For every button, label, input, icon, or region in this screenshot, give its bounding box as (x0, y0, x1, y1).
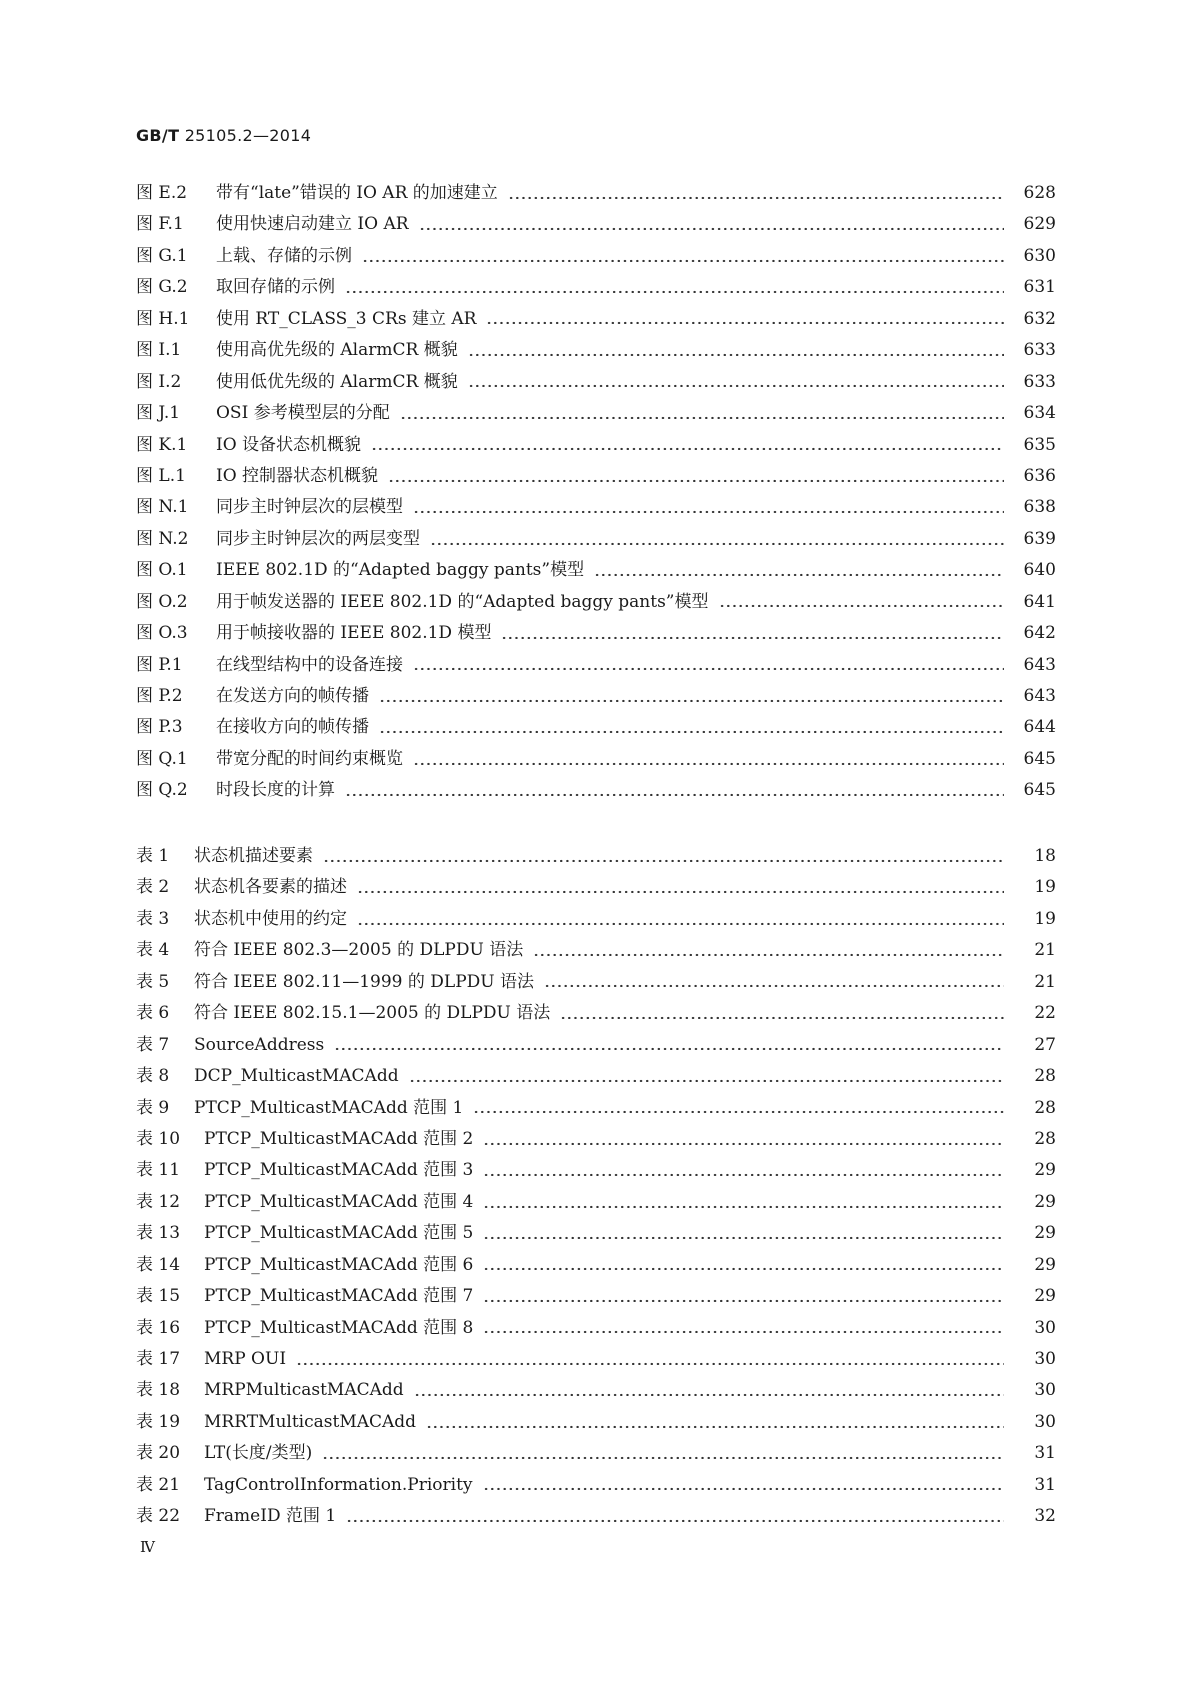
entry-number: 表 6 (136, 1003, 170, 1024)
entry-label (136, 1155, 473, 1180)
entry-number: 表 15 (136, 1286, 181, 1307)
dot-leader (594, 566, 1004, 576)
entry-title: 符合 IEEE 802.15.1—2005 的 DLPDU 语法 (194, 1003, 551, 1024)
entry-title: 使用快速启动建立 IO AR (216, 214, 409, 235)
dot-leader (379, 692, 1004, 702)
entry-label (136, 272, 335, 297)
entry-number: 图 O.3 (136, 623, 188, 644)
dot-leader (483, 1166, 1004, 1176)
entry-title: OSI 参考模型层的分配 (216, 403, 390, 424)
entry-label (136, 712, 369, 737)
dot-leader (508, 189, 1004, 199)
entry-number: 图 F.1 (136, 214, 184, 235)
figure-entry[interactable] (136, 304, 1056, 335)
figure-entry[interactable] (136, 398, 1056, 429)
entry-title: DCP_MulticastMACAdd (194, 1066, 399, 1087)
table-entry[interactable] (136, 935, 1056, 966)
entry-page-number: 633 (1023, 340, 1056, 361)
standard-prefix: GB/T (136, 126, 180, 145)
entry-label (136, 967, 534, 992)
entry-page-number: 31 (1034, 1443, 1056, 1464)
entry-page-number: 633 (1023, 371, 1056, 392)
entry-label (136, 241, 352, 266)
table-list (136, 841, 1056, 1533)
entry-number: 图 P.1 (136, 654, 183, 675)
entry-label (136, 1375, 404, 1400)
entry-title: 时段长度的计算 (216, 780, 335, 801)
entry-title: IEEE 802.1D 的“Adapted baggy pants”模型 (216, 560, 585, 581)
table-entry[interactable] (136, 1501, 1056, 1532)
table-entry[interactable] (136, 1155, 1056, 1186)
entry-label (136, 1313, 473, 1338)
figure-entry[interactable] (136, 712, 1056, 743)
entry-number: 图 O.2 (136, 591, 188, 612)
entry-page-number: 30 (1034, 1411, 1056, 1432)
entry-number: 图 O.1 (136, 560, 188, 581)
entry-label (136, 1344, 286, 1369)
entry-label (136, 1093, 463, 1118)
figure-entry[interactable] (136, 524, 1056, 555)
entry-label (136, 461, 378, 486)
entry-number: 表 9 (136, 1097, 170, 1118)
entry-number: 图 K.1 (136, 434, 188, 455)
entry-page-number: 30 (1034, 1380, 1056, 1401)
entry-number: 图 J.1 (136, 403, 181, 424)
entry-label (136, 430, 361, 455)
dot-leader (357, 883, 1004, 893)
entry-page-number: 19 (1034, 877, 1056, 898)
dot-leader (483, 1135, 1004, 1145)
entry-label (136, 555, 584, 580)
dot-leader (400, 409, 1004, 419)
entry-title: PTCP_MulticastMACAdd 范围 2 (204, 1128, 474, 1149)
entry-title: 在发送方向的帧传播 (216, 686, 369, 706)
dot-leader (468, 346, 1004, 356)
entry-page-number: 629 (1023, 214, 1056, 235)
dot-leader (322, 1449, 1004, 1459)
entry-page-number: 645 (1023, 748, 1056, 769)
figure-entry[interactable] (136, 461, 1056, 492)
entry-title: PTCP_MulticastMACAdd 范围 3 (204, 1160, 474, 1181)
dot-leader (413, 503, 1004, 513)
entry-page-number: 632 (1023, 308, 1056, 329)
entry-label (136, 1250, 473, 1275)
entry-number: 图 I.2 (136, 371, 182, 392)
table-entry[interactable] (136, 1093, 1056, 1124)
dot-leader (334, 1040, 1004, 1050)
dot-leader (483, 1229, 1004, 1239)
dot-leader (414, 1386, 1004, 1396)
entry-number: 图 I.1 (136, 340, 182, 361)
entry-label (136, 618, 491, 643)
entry-label (136, 398, 390, 423)
dot-leader (371, 440, 1004, 450)
dot-leader (413, 660, 1004, 670)
entry-title: 带有“late”错误的 IO AR 的加速建立 (216, 183, 498, 203)
table-entry[interactable] (136, 1061, 1056, 1092)
dot-leader (719, 597, 1004, 607)
table-entry[interactable] (136, 1470, 1056, 1501)
entry-title: IO 控制器状态机概貌 (216, 465, 379, 486)
entry-title: 用于帧接收器的 IEEE 802.1D 模型 (216, 623, 492, 644)
entry-title: PTCP_MulticastMACAdd 范围 6 (204, 1254, 474, 1275)
dot-leader (413, 755, 1004, 765)
dot-leader (426, 1418, 1004, 1428)
entry-page-number: 29 (1034, 1254, 1056, 1275)
table-entry[interactable] (136, 1407, 1056, 1438)
dot-leader (468, 377, 1004, 387)
entry-label (136, 904, 347, 929)
entry-number: 图 G.1 (136, 245, 188, 266)
figure-entry[interactable] (136, 744, 1056, 775)
dot-leader (501, 629, 1004, 639)
entry-label (136, 587, 709, 612)
entry-page-number: 644 (1023, 717, 1056, 738)
entry-page-number: 642 (1023, 623, 1056, 644)
entry-number: 图 N.2 (136, 528, 189, 549)
figure-entry[interactable] (136, 241, 1056, 272)
entry-label (136, 998, 550, 1023)
entry-number: 表 17 (136, 1349, 181, 1369)
entry-number: 图 Q.1 (136, 748, 188, 769)
entry-page-number: 638 (1023, 497, 1056, 518)
dot-leader (362, 252, 1004, 262)
entry-number: 图 P.3 (136, 717, 183, 738)
entry-title: PTCP_MulticastMACAdd 范围 4 (204, 1191, 474, 1212)
entry-number: 表 18 (136, 1380, 181, 1401)
entry-number: 表 3 (136, 908, 170, 929)
entry-number: 表 2 (136, 877, 170, 898)
entry-title: 用于帧发送器的 IEEE 802.1D 的“Adapted baggy pants”模型 (216, 591, 709, 612)
entry-page-number: 30 (1034, 1349, 1056, 1369)
dot-leader (473, 1103, 1004, 1113)
dot-leader (483, 1260, 1004, 1270)
entry-page-number: 630 (1023, 245, 1056, 266)
entry-title: PTCP_MulticastMACAdd 范围 7 (204, 1286, 474, 1307)
entry-number: 表 7 (136, 1034, 170, 1055)
entry-label (136, 775, 335, 800)
entry-title: LT(长度/类型) (204, 1443, 313, 1464)
entry-number: 图 E.2 (136, 183, 188, 203)
entry-page-number: 27 (1034, 1034, 1056, 1055)
entry-label (136, 841, 313, 866)
entry-number: 表 4 (136, 940, 170, 961)
table-entry[interactable] (136, 1218, 1056, 1249)
dot-leader (409, 1072, 1004, 1082)
entry-number: 表 12 (136, 1191, 181, 1212)
entry-title: MRPMulticastMACAdd (204, 1380, 404, 1401)
entry-number: 表 10 (136, 1128, 181, 1149)
table-entry[interactable] (136, 998, 1056, 1029)
entry-title: TagControlInformation.Priority (204, 1474, 473, 1495)
table-entry[interactable] (136, 1344, 1056, 1375)
entry-page-number: 22 (1034, 1003, 1056, 1024)
dot-leader (357, 915, 1004, 925)
table-entry[interactable] (136, 1187, 1056, 1218)
entry-number: 表 21 (136, 1474, 181, 1495)
table-entry[interactable] (136, 1438, 1056, 1469)
entry-page-number: 635 (1023, 434, 1056, 455)
dot-leader (483, 1198, 1004, 1208)
entry-page-number: 19 (1034, 908, 1056, 929)
entry-number: 表 1 (136, 846, 170, 866)
entry-number: 图 H.1 (136, 308, 190, 329)
entry-label (136, 1281, 473, 1306)
entry-page-number: 28 (1034, 1128, 1056, 1149)
entry-number: 图 P.2 (136, 686, 183, 706)
entry-page-number: 643 (1023, 686, 1056, 706)
table-entry[interactable] (136, 1281, 1056, 1312)
table-entry[interactable] (136, 841, 1056, 872)
entry-number: 表 8 (136, 1066, 170, 1087)
entry-page-number: 631 (1023, 277, 1056, 298)
entry-page-number: 29 (1034, 1191, 1056, 1212)
entry-label (136, 744, 403, 769)
figure-entry[interactable] (136, 367, 1056, 398)
entry-page-number: 636 (1023, 465, 1056, 486)
entry-title: FrameID 范围 1 (204, 1506, 337, 1527)
entry-page-number: 28 (1034, 1097, 1056, 1118)
dot-leader (533, 946, 1004, 956)
table-entry[interactable] (136, 904, 1056, 935)
entry-title: 状态机各要素的描述 (194, 877, 347, 898)
entry-title: 取回存储的示例 (216, 277, 335, 298)
entry-number: 图 L.1 (136, 465, 186, 486)
figure-entry[interactable] (136, 681, 1056, 712)
dot-leader (346, 1512, 1004, 1522)
entry-page-number: 29 (1034, 1223, 1056, 1244)
entry-title: PTCP_MulticastMACAdd 范围 8 (204, 1317, 474, 1338)
entry-label (136, 1187, 473, 1212)
figure-entry[interactable] (136, 272, 1056, 303)
dot-leader (379, 723, 1004, 733)
table-entry[interactable] (136, 1030, 1056, 1061)
entry-label (136, 935, 523, 960)
entry-label (136, 1407, 416, 1432)
entry-title: 使用低优先级的 AlarmCR 概貌 (216, 371, 458, 392)
page-header (136, 126, 311, 145)
entry-page-number: 640 (1023, 560, 1056, 581)
entry-title: PTCP_MulticastMACAdd 范围 1 (194, 1097, 464, 1118)
entry-page-number: 634 (1023, 403, 1056, 424)
table-entry[interactable] (136, 1375, 1056, 1406)
entry-title: 同步主时钟层次的层模型 (216, 497, 403, 518)
figure-entry[interactable] (136, 618, 1056, 649)
entry-number: 表 22 (136, 1506, 181, 1527)
entry-page-number: 639 (1023, 528, 1056, 549)
entry-title: 使用高优先级的 AlarmCR 概貌 (216, 340, 458, 361)
entry-title: 状态机中使用的约定 (194, 908, 347, 929)
entry-label (136, 492, 403, 517)
entry-page-number: 18 (1034, 846, 1056, 866)
entry-number: 图 Q.2 (136, 780, 188, 801)
dot-leader (486, 314, 1004, 324)
entry-page-number: 628 (1023, 183, 1056, 203)
entry-number: 表 16 (136, 1317, 181, 1338)
entry-page-number: 30 (1034, 1317, 1056, 1338)
entry-label (136, 367, 458, 392)
page-number: Ⅳ (140, 1538, 155, 1556)
entry-label (136, 524, 420, 549)
entry-number: 表 13 (136, 1223, 181, 1244)
entry-label (136, 1218, 473, 1243)
entry-title: 同步主时钟层次的两层变型 (216, 528, 420, 549)
table-entry[interactable] (136, 967, 1056, 998)
dot-leader (544, 977, 1004, 987)
dot-leader (323, 852, 1004, 862)
dot-leader (345, 283, 1004, 293)
figure-entry[interactable] (136, 209, 1056, 240)
entry-page-number: 21 (1034, 971, 1056, 992)
entry-number: 图 G.2 (136, 277, 188, 298)
entry-label (136, 1061, 399, 1086)
figure-entry[interactable] (136, 650, 1056, 681)
entry-label (136, 1124, 473, 1149)
figure-entry[interactable] (136, 178, 1056, 209)
figure-entry[interactable] (136, 555, 1056, 586)
entry-number: 表 20 (136, 1443, 181, 1464)
entry-label (136, 1501, 336, 1526)
dot-leader (483, 1323, 1004, 1333)
entry-label (136, 681, 369, 706)
entry-page-number: 645 (1023, 780, 1056, 801)
standard-number: 25105.2—2014 (184, 126, 312, 145)
dot-leader (345, 786, 1004, 796)
entry-page-number: 31 (1034, 1474, 1056, 1495)
entry-title: 带宽分配的时间约束概览 (216, 748, 403, 769)
entry-page-number: 29 (1034, 1160, 1056, 1181)
figure-entry[interactable] (136, 587, 1056, 618)
entry-number: 图 N.1 (136, 497, 189, 518)
dot-leader (560, 1009, 1004, 1019)
dot-leader (388, 472, 1004, 482)
entry-title: 上载、存储的示例 (216, 245, 352, 266)
entry-label (136, 209, 409, 234)
entry-title: 符合 IEEE 802.3—2005 的 DLPDU 语法 (194, 940, 524, 961)
dot-leader (483, 1480, 1004, 1490)
entry-title: 符合 IEEE 802.11—1999 的 DLPDU 语法 (194, 971, 535, 992)
entry-page-number: 32 (1034, 1506, 1056, 1527)
entry-label (136, 1030, 324, 1055)
entry-title: 状态机描述要素 (194, 846, 313, 866)
entry-label (136, 1470, 473, 1495)
dot-leader (430, 535, 1004, 545)
dot-leader (296, 1355, 1004, 1365)
figure-entry[interactable] (136, 335, 1056, 366)
entry-title: 在线型结构中的设备连接 (216, 654, 403, 675)
figure-entry[interactable] (136, 430, 1056, 461)
entry-title: MRRTMulticastMACAdd (204, 1411, 417, 1432)
entry-label (136, 178, 498, 203)
dot-leader (419, 220, 1004, 230)
entry-label (136, 1438, 312, 1463)
entry-page-number: 641 (1023, 591, 1056, 612)
figure-entry[interactable] (136, 492, 1056, 523)
entry-title: SourceAddress (194, 1034, 325, 1055)
entry-title: IO 设备状态机概貌 (216, 434, 362, 455)
entry-page-number: 29 (1034, 1286, 1056, 1307)
entry-number: 表 5 (136, 971, 170, 992)
entry-page-number: 28 (1034, 1066, 1056, 1087)
table-entry[interactable] (136, 872, 1056, 903)
entry-label (136, 304, 476, 329)
table-entry[interactable] (136, 1250, 1056, 1281)
dot-leader (483, 1292, 1004, 1302)
table-entry[interactable] (136, 1313, 1056, 1344)
entry-title: 在接收方向的帧传播 (216, 717, 369, 738)
entry-title: PTCP_MulticastMACAdd 范围 5 (204, 1223, 474, 1244)
entry-number: 表 19 (136, 1411, 181, 1432)
figure-list (136, 178, 1056, 807)
entry-page-number: 21 (1034, 940, 1056, 961)
entry-page-number: 643 (1023, 654, 1056, 675)
entry-number: 表 14 (136, 1254, 181, 1275)
entry-number: 表 11 (136, 1160, 181, 1181)
entry-title: 使用 RT_CLASS_3 CRs 建立 AR (216, 308, 477, 329)
table-entry[interactable] (136, 1124, 1056, 1155)
entry-title: MRP OUI (204, 1349, 287, 1369)
entry-label (136, 335, 458, 360)
figure-entry[interactable] (136, 775, 1056, 806)
entry-label (136, 650, 403, 675)
entry-label (136, 872, 347, 897)
